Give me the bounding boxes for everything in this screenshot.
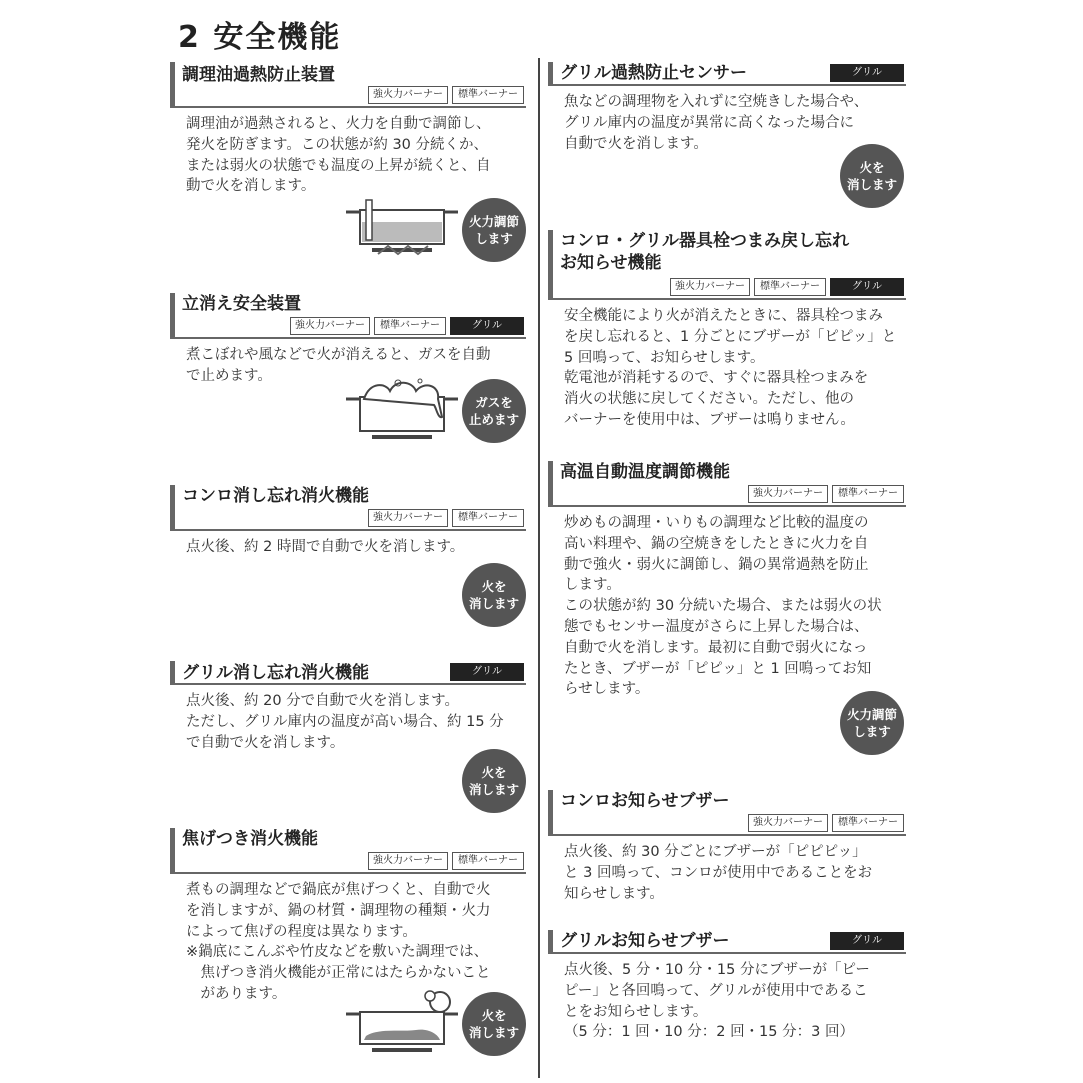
section-header: [170, 293, 526, 339]
section-body: 点火後、約 2 時間で自動で火を消します。: [186, 539, 465, 555]
scorched-pot-illustration: [342, 988, 462, 1060]
section-stove-auto-off: [170, 485, 526, 630]
section-header: [170, 62, 526, 108]
pot-with-thermometer-illustration: [342, 196, 462, 262]
tag-grill: グリル: [830, 278, 904, 296]
tag-standard-burner: 標準バーナー: [374, 317, 446, 335]
column-divider: [538, 58, 540, 1078]
section-header: [548, 930, 906, 954]
section-title: グリルお知らせブザー: [560, 931, 730, 951]
tag-grill: グリル: [830, 932, 904, 950]
tag-strong-burner: 強火力バーナー: [368, 86, 448, 104]
section-title: コンロ・グリル器具栓つまみ戻し忘れ お知らせ機能: [560, 231, 849, 273]
section-body: 安全機能により火が消えたときに、器具栓つまみ を戻し忘れると、1 分ごとにブザーが「ピピッ」と 5 回鳴って、お知らせします。 乾電池が消耗するので、すぐに器具栓つまみを 消火の状態に戻してください。ただし、他の バーナーを使用中は、ブザーは鳴りません。: [564, 308, 897, 428]
section-body: 魚などの調理物を入れずに空焼きした場合や、 グリル庫内の温度が異常に高くなった場合に 自動で火を消します。: [564, 94, 869, 152]
badge-adjust-heat: 火力調節 します: [840, 691, 904, 755]
tag-standard-burner: 標準バーナー: [832, 485, 904, 503]
section-body: 点火後、約 30 分ごとにブザーが「ピピピッ」 と 3 回鳴って、コンロが使用中であることをお 知らせします。: [564, 844, 873, 902]
section-body: 点火後、5 分・10 分・15 分にブザーが「ピー ピー」と各回鳴って、グリルが使用中であるこ とをお知らせします。 （5 分：1 回・10 分：2 回・15 分：3 回）: [564, 962, 870, 1041]
section-grill-overheat-sensor: [548, 62, 906, 212]
badge-stop-gas: ガスを 止めます: [462, 379, 526, 443]
section-flame-failure: [170, 293, 526, 453]
tag-standard-burner: 標準バーナー: [452, 509, 524, 527]
section-oil-overheat: [170, 62, 526, 267]
tag-standard-burner: 標準バーナー: [754, 278, 826, 296]
section-title: グリル過熱防止センサー: [560, 63, 747, 83]
section-title: 高温自動温度調節機能: [560, 462, 730, 482]
section-header: [548, 62, 906, 86]
section-title: グリル消し忘れ消火機能: [182, 663, 369, 683]
section-header: [548, 461, 906, 507]
tag-strong-burner: 強火力バーナー: [368, 509, 448, 527]
tag-strong-burner: 強火力バーナー: [748, 485, 828, 503]
section-body: 炒めもの調理・いりもの調理など比較的温度の 高い料理や、鍋の空焼きをしたときに火力を自 動で強火・弱火に調節し、鍋の異常過熱を防止 します。 この状態が約 30 分続いた場合、または弱火の状 態でもセンサー温度がさらに上昇した場合は、 自動で火を消します。最初に自動で弱火になっ たとき、ブザーが「ピピッ」と 1 回鳴ってお知 らせします。: [564, 515, 882, 698]
section-grill-auto-off: [170, 661, 526, 816]
section-header: [170, 661, 526, 685]
section-scorch-detection: [170, 828, 526, 1068]
section-title: 調理油過熱防止装置: [182, 65, 335, 85]
tag-strong-burner: 強火力バーナー: [748, 814, 828, 832]
tag-standard-burner: 標準バーナー: [452, 86, 524, 104]
tag-strong-burner: 強火力バーナー: [368, 852, 448, 870]
section-title: 立消え安全装置: [182, 294, 301, 314]
section-header: [548, 790, 906, 836]
section-header: [170, 828, 526, 874]
section-header: [548, 230, 906, 300]
section-body: 煮こぼれや風などで火が消えると、ガスを自動 で止めます。: [186, 347, 491, 384]
section-stove-buzzer: [548, 790, 906, 908]
section-header: [170, 485, 526, 531]
badge-turn-off: 火を 消します: [462, 563, 526, 627]
tag-strong-burner: 強火力バーナー: [670, 278, 750, 296]
section-body: 点火後、約 20 分で自動で火を消します。 ただし、グリル庫内の温度が高い場合、約 15 分 で自動で火を消します。: [186, 693, 504, 751]
section-knob-reminder: [548, 230, 906, 430]
badge-adjust-heat: 火力調節 します: [462, 198, 526, 262]
boiling-pot-illustration: [342, 377, 462, 449]
badge-turn-off: 火を 消します: [840, 144, 904, 208]
section-title: 焦げつき消火機能: [182, 829, 318, 849]
section-title: コンロお知らせブザー: [560, 791, 730, 811]
tag-grill: グリル: [450, 317, 524, 335]
section-high-temp-control: [548, 461, 906, 761]
tag-standard-burner: 標準バーナー: [832, 814, 904, 832]
tag-grill: グリル: [830, 64, 904, 82]
section-title: コンロ消し忘れ消火機能: [182, 486, 369, 506]
badge-turn-off: 火を 消します: [462, 992, 526, 1056]
page-title: 2 安全機能: [178, 20, 342, 55]
tag-strong-burner: 強火力バーナー: [290, 317, 370, 335]
badge-turn-off: 火を 消します: [462, 749, 526, 813]
section-body: 煮もの調理などで鍋底が焦げつくと、自動で火 を消しますが、鍋の材質・調理物の種類・火力 によって焦げの程度は異なります。 ※鍋底にこんぶや竹皮などを敷いた調理では、 焦げつき消火機能が正常にはたらかないこと があります。: [186, 882, 491, 1002]
section-body: 調理油が過熱されると、火力を自動で調節し、 発火を防ぎます。この状態が約 30 分続くか、 または弱火の状態でも温度の上昇が続くと、自 動で火を消します。: [186, 116, 491, 195]
section-grill-buzzer: [548, 930, 906, 1060]
tag-grill: グリル: [450, 663, 524, 681]
tag-standard-burner: 標準バーナー: [452, 852, 524, 870]
